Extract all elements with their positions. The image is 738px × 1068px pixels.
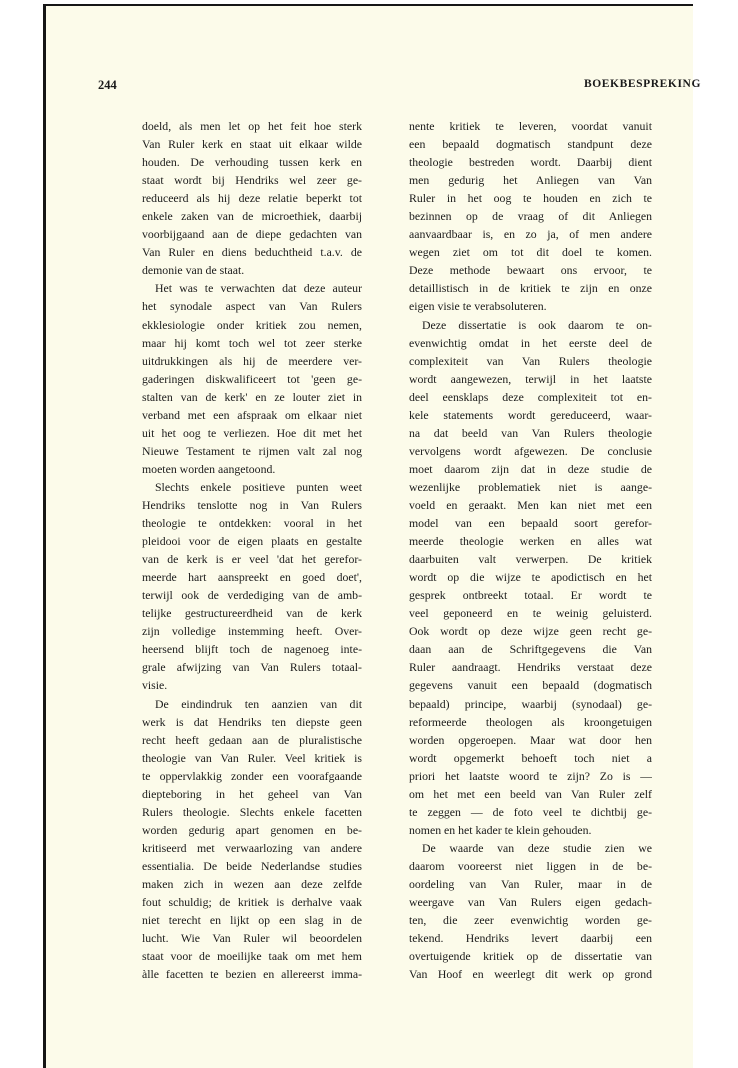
text-line: aanvaardbaar is, en zo ja, of men andere <box>409 227 652 242</box>
text-line: De eindindruk ten aanzien van dit <box>155 696 362 711</box>
text-line: Van Ruler kerk en staat uit elkaar wilde <box>142 137 362 152</box>
text-line: wordt aangewezen, terwijl in het laatste <box>409 371 652 386</box>
text-line: evenwichtig omdat in het eerste deel de <box>409 335 652 350</box>
text-line: vervolgens wordt afgewezen. De conclusie <box>409 443 652 458</box>
text-line: staat voor de moeilijke taak om met hem <box>142 949 362 964</box>
text-line: demonie van de staat. <box>142 263 245 278</box>
text-line: Deze methode bewaart ons ervoor, te <box>409 263 652 278</box>
text-line: staat wordt bij Hendriks wel zeer ge- <box>142 173 362 188</box>
text-line: na dat beeld van Van Rulers theologie <box>409 425 652 440</box>
text-line: men gedurig het Anliegen van Van <box>409 173 652 188</box>
text-line: ekklesiologie onder kritiek zou nemen, <box>142 317 362 332</box>
text-line: moet daarom zijn dat in deze studie de <box>409 461 652 476</box>
text-line: zijn volledige instemming heeft. Over- <box>142 624 362 639</box>
text-line: gegevens vanuit een bepaald (dogmatisch <box>409 678 652 693</box>
text-line: Slechts enkele positieve punten weet <box>155 479 362 494</box>
text-line: daan aan de Schriftgegevens die Van <box>409 642 652 657</box>
text-line: niet terecht en lijkt op een slag in de <box>142 913 362 928</box>
text-line: àlle facetten te bezien en allereerst imma- <box>142 967 362 982</box>
text-line: Van Ruler en diens beduchtheid t.a.v. de <box>142 245 362 260</box>
text-line: essentialia. De beide Nederlandse studies <box>142 858 362 873</box>
text-line: fout schuldig; de kritiek is derhalve vaak <box>142 895 362 910</box>
text-line: wordt opgemerkt behoeft toch niet a <box>409 750 652 765</box>
text-line: wordt op die wijze te apodictisch en het <box>409 570 652 585</box>
text-line: uitdrukkingen als hij de meerdere ver- <box>142 353 362 368</box>
text-line: terwijl ook de verdediging van de amb- <box>142 588 362 603</box>
text-line: daarbuiten valt verwerpen. De kritiek <box>409 552 652 567</box>
left-column <box>142 117 362 983</box>
text-line: doeld, als men let op het feit hoe sterk <box>142 119 362 133</box>
text-line: Hendriks tenslotte nog in Van Rulers <box>142 497 362 512</box>
page-header <box>98 78 701 96</box>
text-line: gesprek ontbreekt totaal. Er wordt te <box>409 588 652 603</box>
text-line: heersend blijft toch de nagenoeg inte- <box>142 642 362 657</box>
text-line: theologie bestreden wordt. Daarbij dient <box>409 155 652 170</box>
text-line: wegen ziet om tot dit doel te komen. <box>409 245 652 260</box>
right-column <box>409 117 652 983</box>
text-line: het synodale aspect van Van Rulers <box>142 299 362 314</box>
text-line: Van Hoof en weerlegt dit werk op grond <box>409 967 652 982</box>
text-line: van de kerk is er veel 'dat het gerefor- <box>142 552 362 567</box>
text-line: te zeggen — de foto veel te dichtbij ge- <box>409 804 652 819</box>
text-line: oordeling van Van Ruler, maar in de <box>409 876 652 891</box>
text-line: gaderingen diskwalificeert tot 'geen ge- <box>142 371 362 386</box>
text-line: Deze dissertatie is ook daarom te on- <box>422 317 652 332</box>
text-line: deel eensklaps deze complexiteit tot en- <box>409 389 652 404</box>
text-line: complexiteit van Van Rulers theologie <box>409 353 652 368</box>
text-line: Ook wordt op deze wijze geen recht ge- <box>409 624 652 639</box>
text-line: nomen en het kader te klein gehouden. <box>409 822 592 837</box>
text-line: moeten worden aangetoond. <box>142 461 276 476</box>
text-line: Nieuwe Testament te rijmen valt zal nog <box>142 443 362 458</box>
text-line: Ruler in het oog te houden en zich te <box>409 191 652 206</box>
text-line: reformeerde theologen als kroongetuigen <box>409 714 652 729</box>
running-head: BOEKBESPREKING <box>583 78 701 90</box>
text-line: eigen visie te verabsoluteren. <box>409 299 547 314</box>
text-line: houden. De verhouding tussen kerk en <box>142 155 362 170</box>
text-line: voeld en geraakt. Men kan niet met een <box>409 497 652 512</box>
text-line: meerde hart aanspreekt en goed doet', <box>142 570 362 585</box>
text-line: ten, die zeer evenwichtig worden ge- <box>409 913 652 928</box>
text-line: overtuigende kritiek op de dissertatie van <box>409 949 652 964</box>
text-line: maar hij komt toch wel tot zeer sterke <box>142 335 362 350</box>
text-line: enkele zaken van de microethiek, daarbij <box>142 209 362 224</box>
text-line: De waarde van deze studie zien we <box>422 840 652 855</box>
text-line: wezenlijke problematiek niet is aange- <box>409 479 652 494</box>
text-line: uit het oog te verliezen. Hoe dit met het <box>142 425 362 440</box>
text-line: veel geponeerd en te weinig geluisterd. <box>409 606 652 621</box>
text-line: werk is dat Hendriks ten diepste geen <box>142 714 362 729</box>
text-line: theologie te ontdekken: vooral in het <box>142 516 362 531</box>
text-line: kele statements wordt gereduceerd, waar- <box>409 407 652 422</box>
text-line: verband met een afspraak om elkaar niet <box>142 407 362 422</box>
text-line: te oppervlakkig zonder een voorafgaande <box>142 768 362 783</box>
text-line: Ruler aandraagt. Hendriks verstaat deze <box>409 660 652 675</box>
text-line: om het met een beeld van Van Ruler zelf <box>409 786 652 801</box>
text-line: weergave van Van Rulers eigen gedach- <box>409 895 652 910</box>
text-line: telijke gestructureerdheid van de kerk <box>142 606 362 621</box>
text-line: lucht. Wie Van Ruler wil beoordelen <box>142 931 362 946</box>
text-line: theologie van Van Ruler. Veel kritiek is <box>142 750 362 765</box>
text-line: maken zich in wezen aan deze zelfde <box>142 876 362 891</box>
text-line: meerde theologie werken en alles wat <box>409 534 652 549</box>
text-line: pleidooi voor de eigen plaats en gestalte <box>142 534 362 549</box>
text-line: nente kritiek te leveren, voordat vanuit <box>409 119 652 133</box>
text-line: een bepaald dogmatisch standpunt deze <box>409 137 652 152</box>
text-line: recht heeft gedaan aan de pluralistische <box>142 732 362 747</box>
text-line: bezinnen op de vraag of dit Anliegen <box>409 209 652 224</box>
text-line: tekend. Hendriks levert daarbij een <box>409 931 652 946</box>
text-line: detaillistisch in de kritiek te zijn en onze <box>409 281 652 296</box>
text-line: diepteboring in het geheel van Van <box>142 786 362 801</box>
text-line: grale afwijzing van Van Rulers totaal- <box>142 660 362 675</box>
text-line: daarom vooreerst niet liggen in de be- <box>409 858 652 873</box>
text-line: model van een bepaald soort gerefor- <box>409 516 652 531</box>
text-line: visie. <box>142 678 168 693</box>
text-line: bepaald) principe, waarbij (synodaal) ge- <box>409 696 652 711</box>
text-line: Het was te verwachten dat deze auteur <box>155 281 362 296</box>
text-line: Rulers theologie. Slechts enkele facetten <box>142 804 362 819</box>
text-line: worden opgeroepen. Maar wat door hen <box>409 732 652 747</box>
text-line: reduceerd als hij deze relatie beperkt tot <box>142 191 362 206</box>
text-line: priori het laatste woord te zijn? Zo is — <box>409 768 652 783</box>
text-line: kritiseerd met verwaarlozing van andere <box>142 840 362 855</box>
text-line: stalten van de kerk' en ze louter ziet in <box>142 389 362 404</box>
page-number: 244 <box>98 78 117 92</box>
text-line: voorbijgaand aan de diepe gedachten van <box>142 227 362 242</box>
text-line: worden gedurig apart genomen en be- <box>142 822 362 837</box>
